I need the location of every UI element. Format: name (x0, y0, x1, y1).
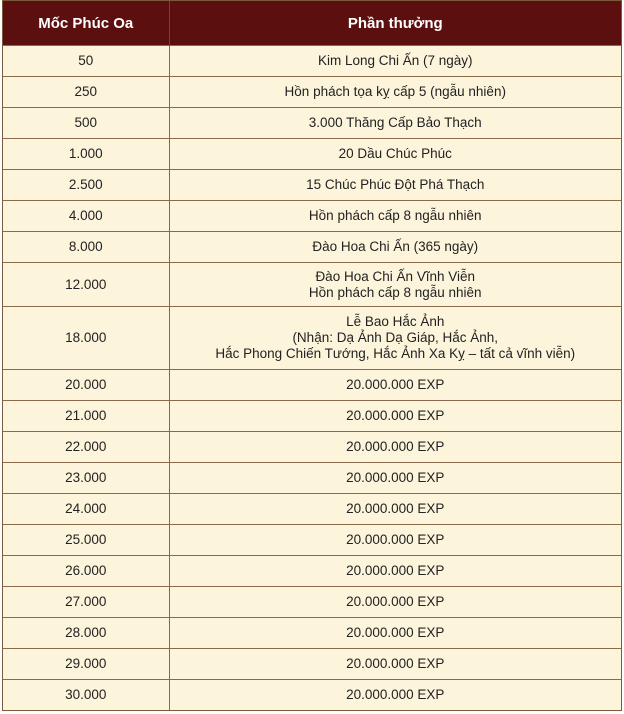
reward-line: Hồn phách tọa kỵ cấp 5 (ngẫu nhiên) (284, 84, 506, 99)
table-row (3, 307, 621, 370)
reward-line: 20.000.000 EXP (346, 594, 445, 609)
table-row (3, 77, 621, 108)
reward-line: 20.000.000 EXP (346, 532, 445, 547)
milestone-cell: 26.000 (3, 556, 169, 587)
reward-cell (169, 618, 621, 649)
milestone-cell: 8.000 (3, 232, 169, 263)
table-header (3, 1, 621, 46)
reward-line: Đào Hoa Chi Ấn Vĩnh Viễn (315, 268, 476, 284)
table-row (3, 401, 621, 432)
milestone-cell: 250 (3, 77, 169, 108)
table-row (3, 46, 621, 77)
milestone-cell: 23.000 (3, 463, 169, 494)
reward-cell (169, 108, 621, 139)
table-row (3, 618, 621, 649)
reward-line: 20.000.000 EXP (346, 377, 445, 392)
milestone-cell: 1.000 (3, 139, 169, 170)
reward-line: Lễ Bao Hắc Ảnh (346, 314, 445, 329)
reward-line: 20.000.000 EXP (346, 408, 445, 423)
table-row (3, 201, 621, 232)
reward-cell (169, 170, 621, 201)
reward-cell (169, 401, 621, 432)
milestone-cell: 21.000 (3, 401, 169, 432)
milestone-cell: 4.000 (3, 201, 169, 232)
milestone-cell: 22.000 (3, 432, 169, 463)
reward-line: 20.000.000 EXP (346, 470, 445, 485)
reward-line: 20.000.000 EXP (346, 563, 445, 578)
milestone-cell: 25.000 (3, 525, 169, 556)
table-row (3, 680, 621, 711)
milestone-cell: 500 (3, 108, 169, 139)
reward-line: 20.000.000 EXP (346, 687, 445, 702)
table-row (3, 649, 621, 680)
reward-cell (169, 46, 621, 77)
milestone-cell: 50 (3, 46, 169, 77)
reward-line: 15 Chúc Phúc Đột Phá Thạch (306, 177, 485, 192)
reward-line: 20.000.000 EXP (346, 439, 445, 454)
reward-cell (169, 432, 621, 463)
table-row (3, 463, 621, 494)
reward-line: 3.000 Thăng Cấp Bảo Thạch (308, 115, 482, 130)
milestone-cell: 29.000 (3, 649, 169, 680)
reward-cell (169, 680, 621, 711)
reward-line: 20 Dầu Chúc Phúc (338, 146, 452, 161)
milestone-cell: 20.000 (3, 370, 169, 401)
reward-cell (169, 370, 621, 401)
reward-table (3, 1, 621, 710)
reward-line: Kim Long Chi Ấn (7 ngày) (317, 53, 473, 68)
reward-line: Hồn phách cấp 8 ngẫu nhiên (308, 208, 482, 223)
milestone-cell: 24.000 (3, 494, 169, 525)
reward-cell (169, 556, 621, 587)
reward-line: (Nhận: Dạ Ảnh Dạ Giáp, Hắc Ảnh, (292, 330, 499, 345)
table-row (3, 432, 621, 463)
milestone-cell: 2.500 (3, 170, 169, 201)
reward-cell (169, 463, 621, 494)
reward-cell (169, 139, 621, 170)
milestone-cell: 28.000 (3, 618, 169, 649)
milestone-cell: 12.000 (3, 263, 169, 307)
reward-line: Hồn phách cấp 8 ngẫu nhiên (308, 284, 482, 300)
milestone-cell: 18.000 (3, 307, 169, 370)
table-row (3, 525, 621, 556)
header-row (3, 1, 621, 46)
reward-line: Hắc Phong Chiến Tướng, Hắc Ảnh Xa Kỵ – tất cả vĩnh viễn) (215, 346, 576, 361)
reward-line: 20.000.000 EXP (346, 656, 445, 671)
header-milestone: Mốc Phúc Oa (3, 1, 169, 46)
reward-line: Đào Hoa Chi Ấn (365 ngày) (312, 239, 479, 254)
header-reward: Phần thưởng (169, 1, 621, 46)
table-row (3, 170, 621, 201)
reward-cell (169, 232, 621, 263)
reward-cell (169, 494, 621, 525)
milestone-cell: 30.000 (3, 680, 169, 711)
reward-cell (169, 263, 621, 307)
reward-cell (169, 201, 621, 232)
table-row (3, 232, 621, 263)
table-body (3, 46, 621, 711)
reward-cell (169, 77, 621, 108)
milestone-cell: 27.000 (3, 587, 169, 618)
table-row (3, 494, 621, 525)
table-row (3, 556, 621, 587)
reward-cell (169, 587, 621, 618)
table-row (3, 263, 621, 307)
reward-line: 20.000.000 EXP (346, 625, 445, 640)
table-row (3, 108, 621, 139)
reward-line: 20.000.000 EXP (346, 501, 445, 516)
reward-cell (169, 649, 621, 680)
reward-cell (169, 525, 621, 556)
reward-table-container (2, 0, 622, 711)
table-row (3, 370, 621, 401)
reward-cell (169, 307, 621, 370)
table-row (3, 587, 621, 618)
table-row (3, 139, 621, 170)
